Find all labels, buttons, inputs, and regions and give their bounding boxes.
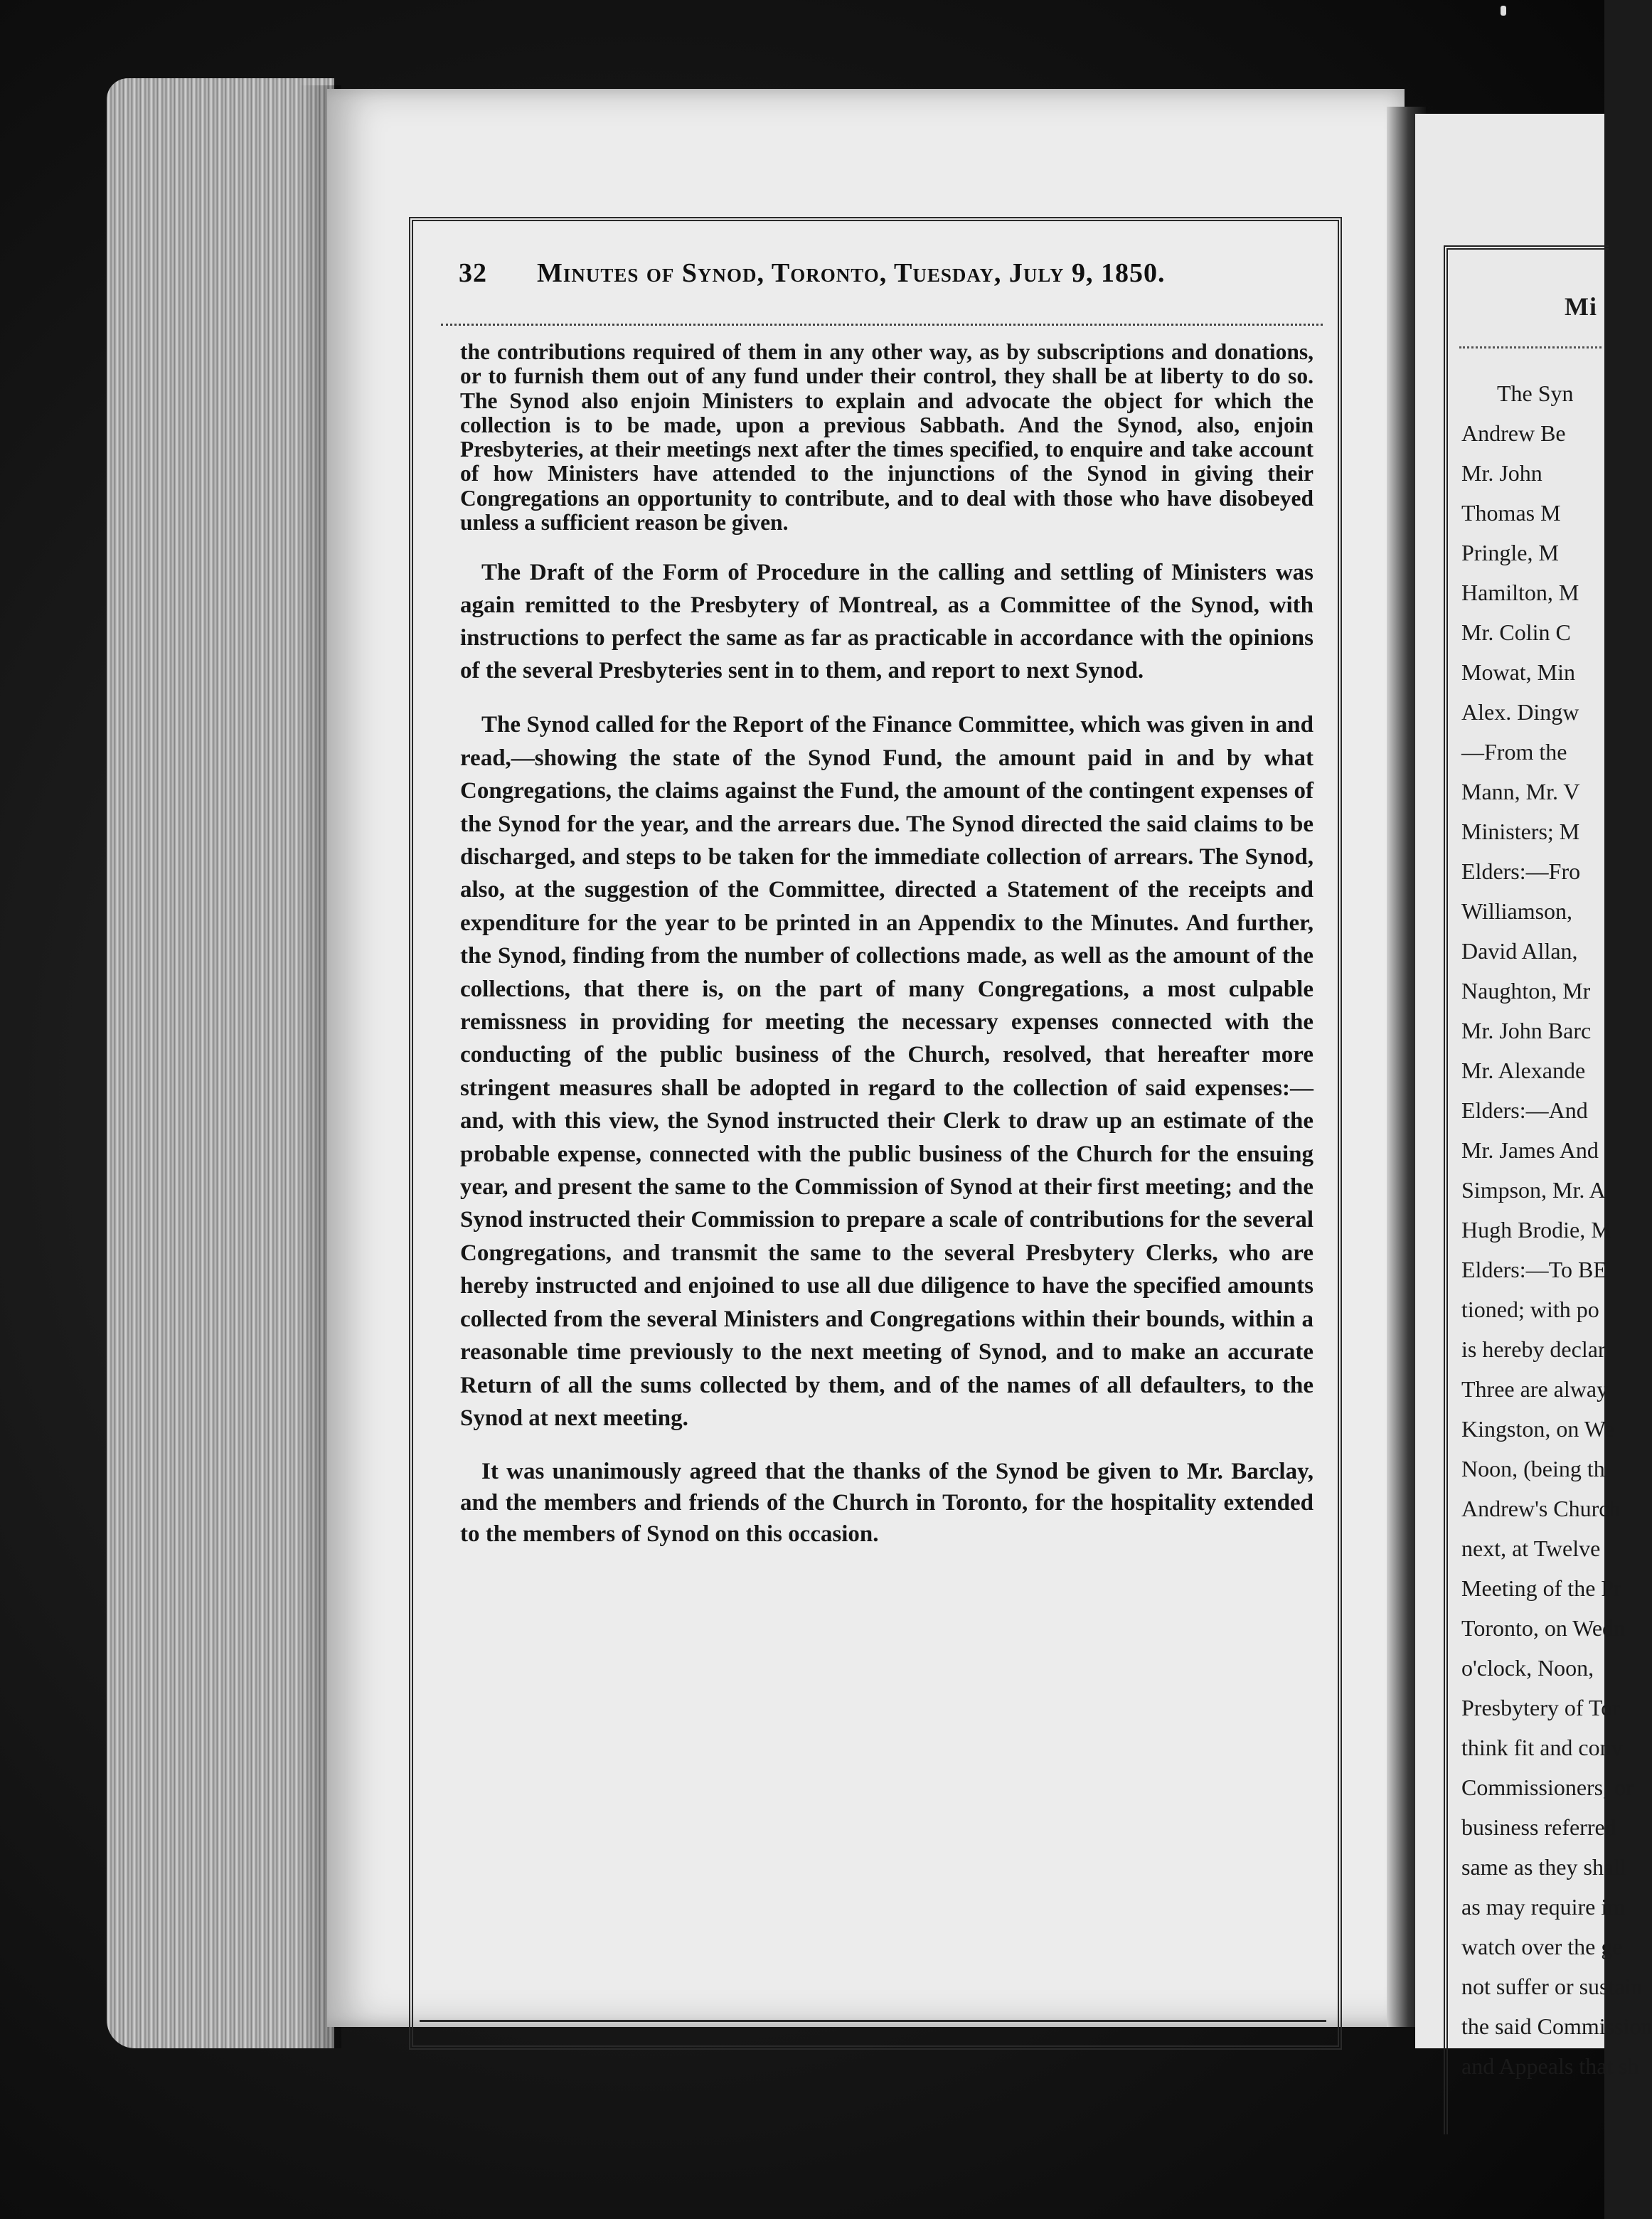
right-page-line: Alex. Dingw (1461, 699, 1579, 725)
right-page-line: Pringle, M (1461, 540, 1559, 565)
right-page-line: think fit and conv (1461, 1735, 1623, 1760)
right-page-line: —From the (1461, 739, 1567, 765)
right-page-line: business referred (1461, 1814, 1616, 1840)
right-page-line: Mr. John (1461, 460, 1542, 486)
paragraph-thanks: It was unanimously agreed that the thanks of the Synod be given to Mr. Barclay, and the members and friends of the Church in Toronto, for the hospitality extended to the members of Synod on this occasion. (460, 1459, 1313, 1548)
scan-speck (1501, 6, 1506, 16)
right-page-line: next, at Twelve (1461, 1536, 1601, 1561)
right-page-line: Hamilton, M (1461, 580, 1579, 605)
right-page-line: Mr. Alexande (1461, 1058, 1586, 1083)
right-header-rule (1459, 338, 1602, 348)
paragraph-contributions: the contributions required of them in any other way, as by subscriptions and donations, or to furnish them out of any fund under their control, they shall be at liberty to do so. The Synod also enjoin Ministers to explain and advocate the object for which the collection is to be made, upon a previous Sabbath. And the Synod, also, enjoin Presbyteries, at their meetings next after the times specified, to enquire and take account of how Ministers have attended to the injunctions of the Synod in giving their Congregations an opportunity to contribute, and to deal with those who have disobeyed unless a sufficient reason be given. (460, 339, 1313, 536)
right-page-line: Elders:—Fro (1461, 858, 1581, 884)
right-page-line: is hereby declar (1461, 1336, 1606, 1362)
right-page-line: Elders:—And (1461, 1097, 1588, 1123)
right-page-line: Mr. John Barc (1461, 1018, 1592, 1043)
header-rule (441, 316, 1323, 326)
right-page-line: o'clock, Noon, (1461, 1655, 1594, 1681)
right-page-line: the said Commission (1461, 2013, 1652, 2039)
right-page-line: Thomas M (1461, 500, 1561, 526)
page-number: 32 (459, 258, 487, 288)
right-page-line: tioned; with po (1461, 1297, 1599, 1322)
right-page-line: Elders:—To BE (1461, 1257, 1607, 1282)
right-page-line: Naughton, Mr (1461, 978, 1591, 1004)
page-body (460, 340, 1313, 1550)
paragraph-form-of-procedure: The Draft of the Form of Procedure in the calling and settling of Ministers was again remitted to the Presbytery of Montreal, as a Committee of the Synod, with instructions to perfect the same as far as practicable in accordance with the opinions of the several Presbyteries sent in to them, and report to next Synod. (460, 560, 1313, 684)
right-page-line: Mr. Colin C (1461, 619, 1571, 645)
right-page-line: Mowat, Min (1461, 659, 1575, 685)
right-page-line: same as they shall (1461, 1854, 1626, 1880)
right-page-line: Williamson, (1461, 898, 1573, 924)
right-page-line: Presbytery of Tor (1461, 1695, 1620, 1720)
right-page-line: Simpson, Mr. A (1461, 1177, 1606, 1203)
right-page-line: and Appeals that sh (1461, 2053, 1639, 2079)
right-page-line: Andrew's Church (1461, 1496, 1621, 1521)
paragraph-finance-committee: The Synod called for the Report of the Finance Committee, which was given in and read,—showing the state of the Synod Fund, the amount paid in and by what Congregations, the claims against the Fund, the amount of the contingent expenses of the Synod for the year, and the arrears due. The Synod directed the said claims to be discharged, and steps to be taken for the immediate collection of arrears. The Synod, also, at the suggestion of the Committee, directed a Statement of the receipts and expenditure for the year to be printed in an Appendix to the Minutes. And further, the Synod, finding from the number of collections made, as well as the amount of the collections, that there is, on the part of many Congregations, a most culpable remissness in providing for meeting the necessary expenses connected with the conducting of the public business of the Church, resolved, that hereafter more stringent measures shall be adopted in regard to the collection of said expenses:—and, with this view, the Synod instructed their Clerk to draw up an estimate of the probable expense, connected with the public business of the Church for the ensuing year, and present the same to the Commission of Synod at their first meeting; and the Synod instructed their Commission to prepare a scale of contributions for the several Congregations, and transmit the same to the several Presbytery Clerks, who are hereby instructed and enjoined to use all due diligence to have the specified amounts collected from the several Ministers and Congregations within their bounds, within a reasonable time previously to the next meeting of Synod, and to make an accurate Return of all the sums collected by them, and of the names of all defaulters, to the Synod at next meeting. (460, 712, 1313, 1431)
right-page-line: Kingston, on We (1461, 1416, 1614, 1442)
right-page-line: as may require im (1461, 1894, 1626, 1920)
frame-bottom-rule (420, 2020, 1326, 2022)
right-page-line: Ministers; M (1461, 819, 1580, 844)
right-page-line: Toronto, on Wedn (1461, 1615, 1626, 1641)
right-page-line: Three are alway (1461, 1376, 1609, 1402)
right-page-text (1433, 373, 1652, 2086)
right-page-line: Mr. James And (1461, 1137, 1599, 1163)
right-page-line: Andrew Be (1461, 420, 1566, 446)
right-page-line: watch over the ge (1461, 1934, 1623, 1959)
right-page-line: Noon, (being th (1461, 1456, 1605, 1481)
right-page-line: Meeting of the Pr (1461, 1575, 1621, 1601)
right-page-line: Commissioners, or (1461, 1774, 1634, 1800)
running-title: Minutes of Synod, Toronto, Tuesday, July 9, 1850. (537, 258, 1166, 288)
right-page-line: Mann, Mr. V (1461, 779, 1580, 804)
right-page-header: Mi (1565, 292, 1597, 321)
right-page-line: Hugh Brodie, M (1461, 1217, 1611, 1242)
right-page-line: not suffer or sustain (1461, 1974, 1643, 1999)
right-page-line: The Syn (1497, 381, 1574, 406)
running-header (459, 257, 1312, 289)
right-page-line: David Allan, (1461, 938, 1578, 964)
